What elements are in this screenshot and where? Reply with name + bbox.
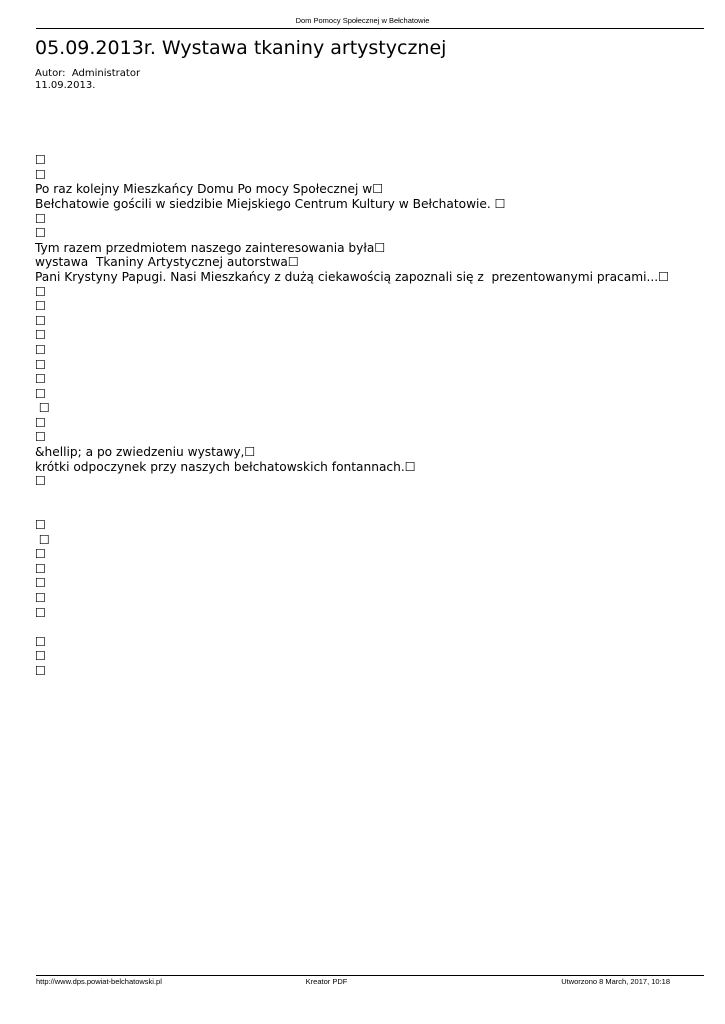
header-divider (36, 28, 704, 29)
body-line: ☐ (35, 357, 46, 372)
body-line: ☐ (35, 299, 46, 314)
footer-url: http://www.dps.powiat-belchatowski.pl (36, 977, 162, 986)
body-line: Tym razem przedmiotem naszego zainteresowania była☐ (35, 240, 386, 255)
body-line: ☐ (35, 605, 46, 620)
article-title: 05.09.2013r. Wystawa tkaniny artystycznej (35, 37, 447, 59)
author-line: Autor: Administrator (35, 68, 141, 79)
body-line: ☐ (35, 576, 46, 591)
body-line: ☐ (35, 284, 46, 299)
body-line: ☐ (35, 401, 50, 416)
site-header: Dom Pomocy Społecznej w Bełchatowie (295, 16, 430, 25)
body-line: ☐ (35, 474, 46, 489)
body-line: ☐ (35, 328, 46, 343)
body-line: ☐ (35, 211, 46, 226)
body-line: Po raz kolejny Mieszkańcy Domu Po mocy Społecznej w☐ (35, 182, 384, 197)
article-meta (35, 68, 140, 91)
body-line (35, 489, 669, 504)
body-line: ☐ (35, 649, 46, 664)
body-line: ☐ (35, 663, 46, 678)
body-line (35, 620, 669, 635)
body-line: ☐ (35, 591, 46, 605)
body-line: ☐ (35, 415, 46, 430)
footer-divider (36, 975, 704, 976)
footer-generator: Kreator PDF (305, 977, 348, 986)
body-line (35, 503, 669, 518)
body-line: ☐ (35, 430, 46, 445)
body-line: ☐ (35, 532, 50, 547)
body-line: ☐ (35, 634, 46, 649)
body-line: ☐ (35, 518, 46, 533)
body-line (35, 124, 669, 139)
footer-created-date: Utworzono 8 March, 2017, 10:18 (561, 977, 670, 986)
body-line: &hellip; a po zwiedzeniu wystawy,☐ (35, 445, 256, 460)
body-line: ☐ (35, 313, 46, 328)
body-line: krótki odpoczynek przy naszych bełchatowskich fontannach.☐ (35, 459, 416, 474)
body-line: ☐ (35, 342, 46, 357)
body-line: ☐ (35, 167, 46, 182)
publish-date: 11.09.2013. (35, 79, 96, 91)
body-line: ☐ (35, 386, 46, 401)
body-line: ☐ (35, 561, 46, 576)
body-line: Bełchatowie gościli w siedzibie Miejskiego Centrum Kultury w Bełchatowie. ☐ (35, 196, 506, 211)
article-body (35, 124, 669, 679)
body-line: ☐ (35, 547, 46, 562)
body-line: wystawa Tkaniny Artystycznej autorstwa☐ (35, 255, 299, 270)
body-line (35, 139, 669, 154)
body-line: ☐ (35, 226, 46, 241)
body-line: ☐ (35, 153, 46, 168)
body-line: Pani Krystyny Papugi. Nasi Mieszkańcy z dużą ciekawością zapoznali się z prezentowanymi pracami...☐ (35, 269, 670, 284)
body-line: ☐ (35, 372, 46, 387)
